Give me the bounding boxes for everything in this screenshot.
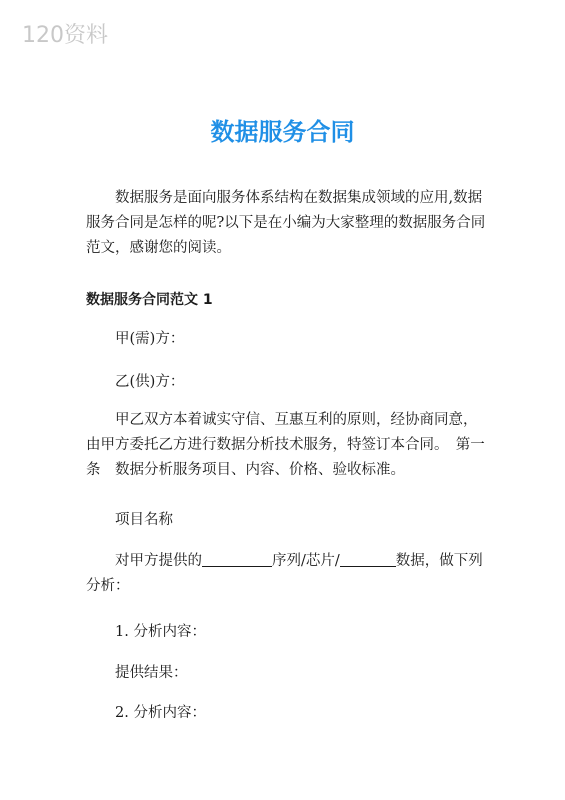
item-2-label: 2. 分析内容：: [115, 705, 206, 721]
blank-field-2: [340, 552, 396, 568]
agreement-paragraph: 甲乙双方本着诚实守信、互惠互利的原则，经协商同意，由甲方委托乙方进行数据分析技术服务，特签订本合同。 第一条 数据分析服务项目、内容、价格、验收标准。: [86, 412, 485, 478]
analysis-text-part1: 对甲方提供的: [115, 553, 202, 569]
result-label: 提供结果：: [115, 665, 188, 681]
analysis-text-part3: 数据，做下列分析：: [86, 553, 483, 594]
document-title: 数据服务合同: [210, 118, 355, 146]
watermark: 120资料: [22, 23, 108, 48]
party-a-label: 甲(需)方：: [115, 331, 185, 347]
section-heading: 数据服务合同范文 1: [86, 292, 213, 308]
analysis-text-part2: 序列/芯片/: [272, 553, 340, 569]
analysis-paragraph: [86, 549, 486, 599]
item-1-label: 1. 分析内容：: [115, 624, 206, 640]
intro-paragraph: 数据服务是面向服务体系结构在数据集成领域的应用,数据服务合同是怎样的呢?以下是在小编为大家整理的数据服务合同范文，感谢您的阅读。: [86, 190, 486, 256]
party-b-label: 乙(供)方：: [115, 374, 185, 390]
project-name-label: 项目名称: [115, 512, 173, 528]
blank-field-1: [202, 552, 272, 568]
